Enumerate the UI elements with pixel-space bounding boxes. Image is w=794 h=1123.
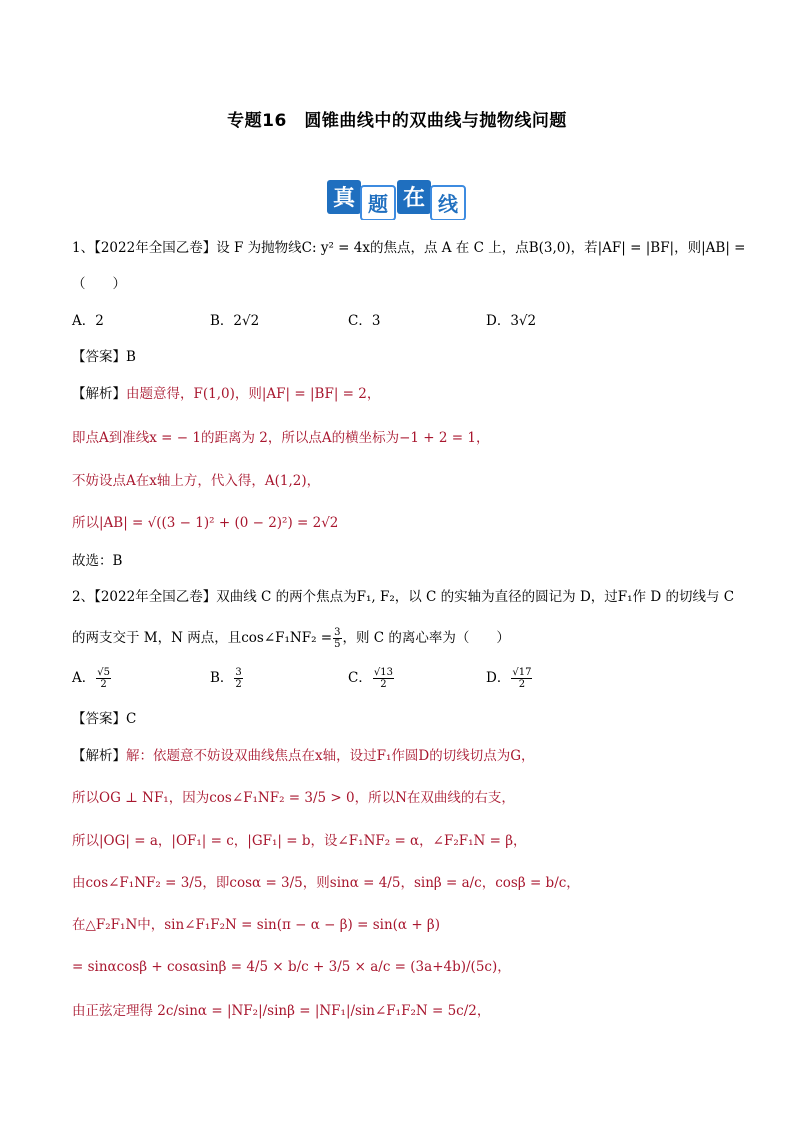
option-fraction [373, 667, 394, 690]
fraction-denominator: 2 [380, 679, 387, 690]
q2-answer [72, 707, 136, 727]
q2-analysis-line3: 所以|OG| = a，|OF₁| = c，|GF₁| = b，设∠F₁NF₂ = α，∠F₂F₁N = β， [72, 833, 527, 849]
q2-analysis-text: 解：依题意不妨设双曲线焦点在x轴，设过F₁作圆D的切线切点为G， [126, 748, 535, 764]
q1-analysis-line2: 即点A到准线x = − 1的距离为 2，所以点A的横坐标为−1 + 2 = 1， [72, 430, 490, 446]
fraction-numerator: √13 [373, 667, 393, 678]
q2-analysis-line6: = sinαcosβ + cosαsinβ = 4/5 × b/c + 3/5 × a/c = (3a+4b)/(5c)， [72, 959, 511, 975]
q2-analysis-line1 [72, 744, 535, 764]
q2-analysis-line4: 由cos∠F₁NF₂ = 3/5，即cosα = 3/5，则sinα = 4/5，sinβ = a/c，cosβ = b/c， [72, 875, 580, 891]
fraction-denominator: 2 [100, 679, 107, 690]
fraction-numerator: 3 [334, 627, 341, 638]
q2-option-a [72, 666, 112, 690]
fraction-denominator: 2 [235, 679, 242, 690]
q1-stem-line2: （ ） [72, 276, 126, 292]
q2-option-d [486, 666, 533, 690]
q1-option-c: C．3 [348, 313, 381, 329]
fraction-numerator: 3 [235, 667, 242, 678]
option-letter: A． [72, 670, 96, 686]
q1-analysis-line3: 不妨设点A在x轴上方，代入得，A(1,2)， [72, 473, 321, 489]
q2-answer-label: 【答案】 [72, 711, 126, 727]
q2-stem-line1: 2、【2022年全国乙卷】双曲线 C 的两个焦点为F₁, F₂，以 C 的实轴为直径的圆记为 D，过F₁作 D 的切线与 C [72, 589, 735, 605]
page-title: 专题16 圆锥曲线中的双曲线与抛物线问题 [227, 111, 567, 131]
q1-choice: 故选：B [72, 553, 123, 569]
q1-answer [72, 345, 136, 365]
badge-char-1: 真 [332, 186, 356, 211]
badge-char-2: 题 [368, 192, 388, 216]
option-letter: D． [486, 670, 511, 686]
fraction-numerator: √5 [97, 667, 110, 678]
q2-stem-pre: 的两支交于 M，N 两点，且cos∠F₁NF₂ = [72, 630, 333, 646]
q2-option-b [210, 666, 244, 690]
badge-char-3: 在 [402, 186, 426, 211]
q1-analysis-text: 由题意得，F(1,0)，则|AF| = |BF| = 2， [126, 386, 381, 402]
q2-analysis-line2: 所以OG ⊥ NF₁，因为cos∠F₁NF₂ = 3/5 > 0，所以N在双曲线的右支， [72, 790, 515, 806]
section-badge [327, 180, 467, 220]
fraction-denominator: 5 [334, 639, 341, 650]
q1-stem-line1: 1、【2022年全国乙卷】设 F 为抛物线C: y² = 4x的焦点，点 A 在 C 上，点B(3,0)，若|AF| = |BF|，则|AB| = [72, 240, 746, 256]
q2-answer-value: C [126, 711, 137, 727]
option-fraction [234, 667, 242, 690]
q2-option-c [348, 666, 395, 690]
q1-answer-value: B [126, 349, 136, 365]
q2-analysis-label: 【解析】 [72, 748, 126, 764]
q2-stem-fraction [333, 627, 341, 650]
option-letter: C． [348, 670, 372, 686]
q1-analysis-line1 [72, 382, 380, 402]
badge-char-4: 线 [438, 192, 458, 216]
option-fraction [96, 667, 111, 690]
q1-option-b: B．2√2 [210, 313, 260, 329]
q1-analysis-label: 【解析】 [72, 386, 126, 402]
q2-stem-post: ，则 C 的离心率为（ ） [342, 630, 510, 646]
q1-answer-label: 【答案】 [72, 349, 126, 365]
q2-stem-line2 [72, 626, 510, 650]
q2-analysis-line7: 由正弦定理得 2c/sinα = |NF₂|/sinβ = |NF₁|/sin∠F₁F₂N = 5c/2， [72, 1003, 491, 1019]
option-fraction [511, 667, 532, 690]
q1-analysis-line4: 所以|AB| = √((3 − 1)² + (0 − 2)²) = 2√2 [72, 515, 339, 531]
q2-analysis-line5: 在△F₂F₁N中，sin∠F₁F₂N = sin(π − α − β) = sin(α + β) [72, 917, 441, 933]
option-letter: B． [210, 670, 234, 686]
fraction-denominator: 2 [518, 679, 526, 690]
q1-option-a: A．2 [72, 313, 104, 329]
q1-option-d: D．3√2 [486, 313, 537, 329]
fraction-numerator: √17 [512, 667, 532, 678]
